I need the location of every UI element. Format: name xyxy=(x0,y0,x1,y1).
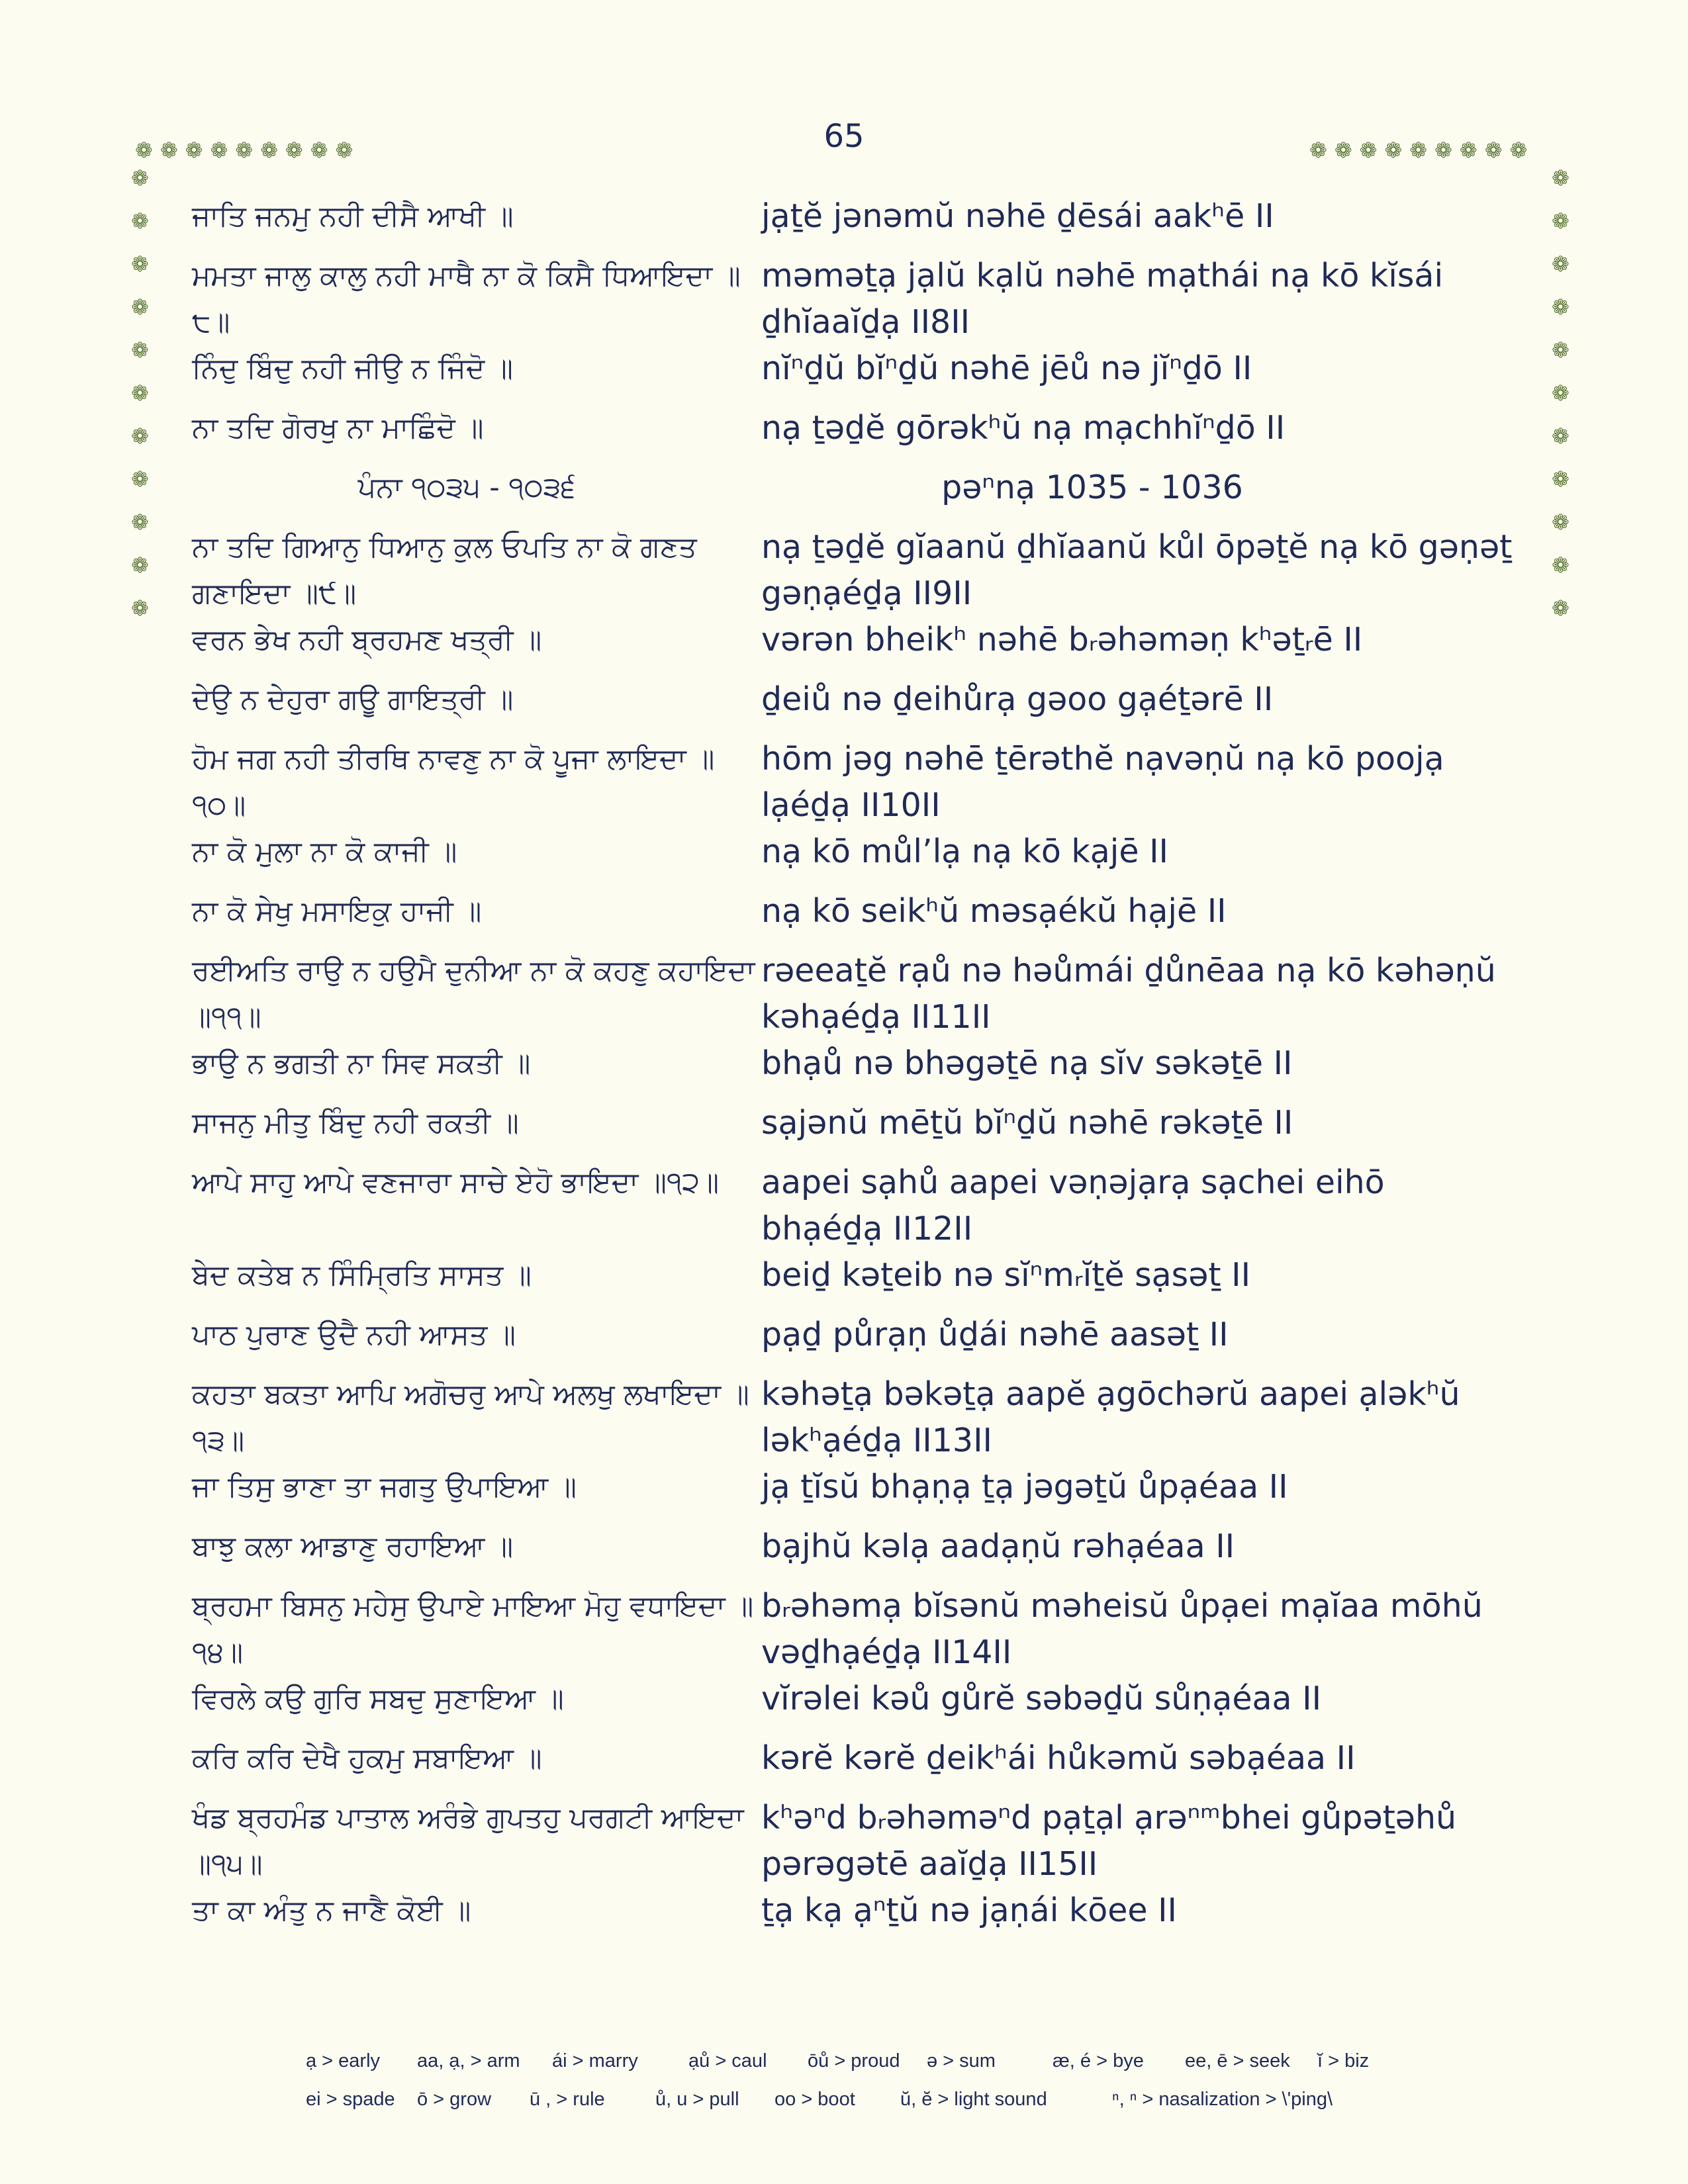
verse-row xyxy=(192,1795,1516,1888)
transliteration-text: kʰəⁿd bᵣəhəməⁿd pạṯạl ạrəⁿᵐbhei gůpəṯəhů pərəgətē aaĭḏạ II15II xyxy=(761,1799,1457,1883)
transliteration-text: beiḏ kəṯeib nə sĭⁿmᵣĭṯĕ sạsəṯ II xyxy=(761,1256,1251,1294)
flower-ornament-icon: ❁ xyxy=(131,251,149,277)
gurmukhi-text: ਪਾਠ ਪੁਰਾਣ ਉਦੈ ਨਹੀ ਆਸਤ ॥ xyxy=(192,1318,516,1351)
flower-ornament-icon: ❁ xyxy=(131,553,149,578)
gurmukhi-text: ਆਪੇ ਸਾਹੁ ਆਪੇ ਵਣਜਾਰਾ ਸਾਚੇ ਏਹੋ ਭਾਇਦਾ ॥੧੨॥ xyxy=(192,1166,720,1199)
gurmukhi-text: ਨਾ ਤਦਿ ਗਿਆਨੁ ਧਿਆਨੁ ਕੁਲ ਓਪਤਿ ਨਾ ਕੋ ਗਣਤ ਗਣਾਇਦਾ ॥੯॥ xyxy=(192,531,697,610)
transliteration-text: sạjənŭ mēṯŭ bĭⁿḏŭ nəhē rəkəṯē II xyxy=(761,1104,1293,1142)
flower-ornament-icon: ❁ xyxy=(1484,138,1503,163)
verse-row xyxy=(192,1464,1516,1524)
verse-row xyxy=(192,1371,1516,1464)
gurmukhi-text: ਪੰਨਾ ੧੦੩੫ - ੧੦੩੬ xyxy=(357,471,576,504)
transliteration-text: aapei sạhů aapei vəṇəjạrạ sạchei eihō bhạéḏạ II12II xyxy=(761,1163,1385,1248)
legend-row xyxy=(306,2042,1511,2080)
flower-ornament-icon: ❁ xyxy=(131,510,149,535)
verse-row xyxy=(192,736,1516,829)
transliteration-text: ḏeiů nə ḏeihůrạ gəoo gạéṯərē II xyxy=(761,680,1274,718)
flower-ornament-icon: ❁ xyxy=(1552,596,1570,621)
gurmukhi-text: ਹੋਮ ਜਗ ਨਹੀ ਤੀਰਥਿ ਨਾਵਣੁ ਨਾ ਕੋ ਪੂਜਾ ਲਾਇਦਾ ॥੧੦॥ xyxy=(192,743,715,822)
flower-ornament-icon: ❁ xyxy=(1552,251,1570,277)
transliteration-text: bạjhŭ kəlạ aadạṇŭ rəhạéaa II xyxy=(761,1527,1235,1565)
gurmukhi-text: ਸਾਜਨੁ ਮੀਤੁ ਬਿੰਦੁ ਨਹੀ ਰਕਤੀ ॥ xyxy=(192,1107,519,1140)
flower-ornament-icon: ❁ xyxy=(1359,138,1378,163)
legend-item: aa, ạ, > arm xyxy=(417,2050,520,2071)
gurmukhi-text: ਨਾ ਕੋ ਮੁਲਾ ਨਾ ਕੋ ਕਾਜੀ ॥ xyxy=(192,835,457,868)
ornament-column-right xyxy=(1552,167,1570,619)
transliteration-text: məməṯạ jạlŭ kạlŭ nəhē mạthái nạ kō kĭsái ḏhĭaaĭḏạ II8II xyxy=(761,257,1444,341)
flower-ornament-icon: ❁ xyxy=(1552,208,1570,234)
flower-ornament-icon: ❁ xyxy=(235,138,254,163)
verse-row xyxy=(192,617,1516,676)
gurmukhi-text: ਬਾਝੁ ਕਲਾ ਆਡਾਣੁ ਰਹਾਇਆ ॥ xyxy=(192,1530,514,1563)
flower-ornament-icon: ❁ xyxy=(285,138,303,163)
gurmukhi-text: ਬ੍ਰਹਮਾ ਬਿਸਨੁ ਮਹੇਸੁ ਉਪਾਏ ਮਾਇਆ ਮੋਹੁ ਵਧਾਇਦਾ ॥੧੪॥ xyxy=(192,1590,754,1669)
transliteration-text: kərĕ kərĕ ḏeikʰái hůkəmŭ səbạéaa II xyxy=(761,1739,1356,1777)
flower-ornament-icon: ❁ xyxy=(1552,165,1570,191)
gurmukhi-text: ਨਾ ਤਦਿ ਗੋਰਖੁ ਨਾ ਮਾਛਿੰਦੋ ॥ xyxy=(192,412,484,445)
transliteration-text: nạ kō seikʰŭ məsạékŭ hạjē II xyxy=(761,892,1227,930)
verse-row xyxy=(192,524,1516,617)
gurmukhi-text: ਬੇਦ ਕਤੇਬ ਨ ਸਿੰਮ੍ਰਿਤਿ ਸਾਸਤ ॥ xyxy=(192,1259,532,1292)
flower-ornament-icon: ❁ xyxy=(1459,138,1477,163)
pronunciation-legend xyxy=(306,2042,1511,2118)
legend-item: ạ > early xyxy=(306,2050,381,2071)
flower-ornament-icon: ❁ xyxy=(1434,138,1452,163)
ornament-column-left xyxy=(131,167,149,619)
flower-ornament-icon: ❁ xyxy=(1552,381,1570,406)
flower-ornament-icon: ❁ xyxy=(1509,138,1528,163)
gurmukhi-text: ਜਾ ਤਿਸੁ ਭਾਣਾ ਤਾ ਜਗਤੁ ਉਪਾਇਆ ॥ xyxy=(192,1471,577,1504)
verse-row xyxy=(192,1888,1516,1947)
page-range-heading xyxy=(192,465,1516,524)
legend-item: æ, é > bye xyxy=(1053,2050,1144,2071)
ornament-row-top-right xyxy=(1309,140,1527,161)
gurmukhi-text: ਵਿਰਲੇ ਕਉ ਗੁਰਿ ਸਬਦੁ ਸੁਣਾਇਆ ॥ xyxy=(192,1682,564,1715)
transliteration-text: vərən bheikʰ nəhē bᵣəhəməṇ kʰəṯᵣē II xyxy=(761,621,1363,659)
transliteration-text: bᵣəhəmạ bĭsənŭ məheisŭ ůpạei mạĭaa mōhŭ vəḏhạéḏạ II14II xyxy=(761,1587,1483,1671)
gurmukhi-text: ਨਾ ਕੋ ਸੇਖੁ ਮਸਾਇਕੁ ਹਾਜੀ ॥ xyxy=(192,895,482,928)
flower-ornament-icon: ❁ xyxy=(135,138,153,163)
legend-item: ō > grow xyxy=(417,2088,492,2110)
transliteration-text: vĭrəlei kəů gůrĕ səbəḏŭ sůṇạéaa II xyxy=(761,1680,1322,1717)
verse-row xyxy=(192,405,1516,465)
transliteration-text: jạ ṯĭsŭ bhạṇạ ṯạ jəgəṯŭ ůpạéaa II xyxy=(761,1468,1288,1506)
gurmukhi-text: ਦੇਉ ਨ ਦੇਹੁਰਾ ਗਊ ਗਾਇਤ੍ਰੀ ॥ xyxy=(192,683,514,716)
transliteration-text: nạ ṯəḏĕ gōrəkʰŭ nạ mạchhĭⁿḏō II xyxy=(761,409,1286,447)
flower-ornament-icon: ❁ xyxy=(1552,510,1570,535)
verse-row xyxy=(192,1583,1516,1676)
flower-ornament-icon: ❁ xyxy=(1552,338,1570,363)
verse-row xyxy=(192,253,1516,345)
verse-row xyxy=(192,1252,1516,1312)
gurmukhi-text: ਕਰਿ ਕਰਿ ਦੇਖੈ ਹੁਕਮੁ ਸਬਾਇਆ ॥ xyxy=(192,1742,542,1775)
flower-ornament-icon: ❁ xyxy=(1309,138,1327,163)
flower-ornament-icon: ❁ xyxy=(1552,295,1570,320)
gurmukhi-text: ਮਮਤਾ ਜਾਲੁ ਕਾਲੁ ਨਹੀ ਮਾਥੈ ਨਾ ਕੋ ਕਿਸੈ ਧਿਆਇਦਾ ॥੮॥ xyxy=(192,259,741,339)
legend-item: ŭ, ĕ > light sound xyxy=(900,2088,1047,2110)
gurmukhi-text: ਕਹਤਾ ਬਕਤਾ ਆਪਿ ਅਗੋਚਰੁ ਆਪੇ ਅਲਖੁ ਲਖਾਇਦਾ ॥੧੩॥ xyxy=(192,1378,749,1457)
verse-row xyxy=(192,1312,1516,1371)
flower-ornament-icon: ❁ xyxy=(210,138,228,163)
ornament-row-top-left xyxy=(135,140,353,161)
flower-ornament-icon: ❁ xyxy=(185,138,203,163)
gurmukhi-text: ਤਾ ਕਾ ਅੰਤੁ ਨ ਜਾਣੈ ਕੋਈ ॥ xyxy=(192,1894,471,1927)
transliteration-text: bhạů nə bhəgəṯē nạ sĭv səkəṯē II xyxy=(761,1044,1293,1082)
page-number: 65 xyxy=(823,118,865,155)
verse-row xyxy=(192,1735,1516,1795)
flower-ornament-icon: ❁ xyxy=(1334,138,1352,163)
flower-ornament-icon: ❁ xyxy=(131,381,149,406)
transliteration-text: nạ ṯəḏĕ gĭaanŭ ḏhĭaanŭ kůl ōpəṯĕ nạ kō gəṇəṯ gəṇạéḏạ II9II xyxy=(761,528,1513,612)
flower-ornament-icon: ❁ xyxy=(1552,424,1570,449)
flower-ornament-icon: ❁ xyxy=(310,138,328,163)
legend-item: oo > boot xyxy=(774,2088,855,2110)
verse-row xyxy=(192,1676,1516,1735)
transliteration-text: nĭⁿḏŭ bĭⁿḏŭ nəhē jēů nə jĭⁿḏō II xyxy=(761,349,1252,387)
flower-ornament-icon: ❁ xyxy=(131,338,149,363)
flower-ornament-icon: ❁ xyxy=(160,138,178,163)
legend-item: ū , > rule xyxy=(530,2088,605,2110)
legend-item: ů, u > pull xyxy=(655,2088,739,2110)
transliteration-text: pạḏ půrạṇ ůḏái nəhē aasəṯ II xyxy=(761,1316,1229,1353)
legend-item: ee, ē > seek xyxy=(1185,2050,1290,2071)
flower-ornament-icon: ❁ xyxy=(131,467,149,492)
gurmukhi-text: ਵਰਨ ਭੇਖ ਨਹੀ ਬ੍ਰਹਮਣ ਖਤ੍ਰੀ ॥ xyxy=(192,623,542,657)
flower-ornament-icon: ❁ xyxy=(131,596,149,621)
verse-row xyxy=(192,829,1516,888)
legend-item: ōů > proud xyxy=(808,2050,900,2071)
transliteration-text: jạṯĕ jənəmŭ nəhē ḏēsái aakʰē II xyxy=(761,197,1274,235)
legend-item: ái > marry xyxy=(552,2050,638,2071)
gurmukhi-text: ਜਾਤਿ ਜਨਮੁ ਨਹੀ ਦੀਸੈ ਆਖੀ ॥ xyxy=(192,200,514,233)
flower-ornament-icon: ❁ xyxy=(1409,138,1428,163)
verse-row xyxy=(192,888,1516,948)
verse-row xyxy=(192,676,1516,736)
legend-item: ĭ > biz xyxy=(1317,2050,1370,2071)
flower-ornament-icon: ❁ xyxy=(1552,467,1570,492)
flower-ornament-icon: ❁ xyxy=(260,138,278,163)
gurmukhi-text: ਖੰਡ ਬ੍ਰਹਮੰਡ ਪਾਤਾਲ ਅਰੰਭੇ ਗੁਪਤਹੁ ਪਰਗਟੀ ਆਇਦਾ ॥੧੫॥ xyxy=(192,1801,744,1881)
legend-item: ei > spade xyxy=(306,2088,395,2110)
verse-row xyxy=(192,193,1516,253)
legend-item: ə > sum xyxy=(927,2050,996,2071)
legend-row xyxy=(306,2080,1511,2118)
gurmukhi-text: ਰਈਅਤਿ ਰਾਉ ਨ ਹਉਮੈ ਦੁਨੀਆ ਨਾ ਕੋ ਕਹਣੁ ਕਹਾਇਦਾ ॥੧੧॥ xyxy=(192,954,755,1034)
transliteration-text: hōm jəg nəhē ṯērəthĕ nạvəṇŭ nạ kō poojạ lạéḏạ II10II xyxy=(761,740,1444,824)
flower-ornament-icon: ❁ xyxy=(1384,138,1403,163)
gurmukhi-text: ਭਾਉ ਨ ਭਗਤੀ ਨਾ ਸਿਵ ਸਕਤੀ ॥ xyxy=(192,1047,531,1080)
transliteration-text: pəⁿnạ 1035 - 1036 xyxy=(941,469,1243,506)
transliteration-text: rəeeaṯĕ rạů nə həůmái ḏůnēaa nạ kō kəhəṇŭ kəhạéḏạ II11II xyxy=(761,952,1496,1036)
flower-ornament-icon: ❁ xyxy=(131,424,149,449)
legend-item: ⁿ, ⁿ > nasalization > \'ping\ xyxy=(1112,2088,1333,2110)
verse-row xyxy=(192,948,1516,1040)
verse-row xyxy=(192,345,1516,405)
transliteration-text: kəhəṯạ bəkəṯạ aapĕ ạgōchərŭ aapei ạləkʰŭ ləkʰạéḏạ II13II xyxy=(761,1375,1460,1459)
verse-row xyxy=(192,1100,1516,1160)
verse-row xyxy=(192,1040,1516,1100)
flower-ornament-icon: ❁ xyxy=(335,138,353,163)
legend-item: ạů > caul xyxy=(688,2050,767,2071)
transliteration-text: ṯạ kạ ạⁿṯŭ nə jạṇái kōee II xyxy=(761,1891,1178,1929)
gurmukhi-text: ਨਿੰਦੁ ਬਿੰਦੁ ਨਹੀ ਜੀਉ ਨ ਜਿੰਦੋ ॥ xyxy=(192,352,513,385)
flower-ornament-icon: ❁ xyxy=(131,208,149,234)
verse-row xyxy=(192,1524,1516,1583)
flower-ornament-icon: ❁ xyxy=(131,165,149,191)
flower-ornament-icon: ❁ xyxy=(131,295,149,320)
transliteration-text: nạ kō můl’lạ nạ kō kạjē II xyxy=(761,833,1169,870)
verse-row xyxy=(192,1160,1516,1252)
flower-ornament-icon: ❁ xyxy=(1552,553,1570,578)
verse-table xyxy=(192,193,1516,1947)
